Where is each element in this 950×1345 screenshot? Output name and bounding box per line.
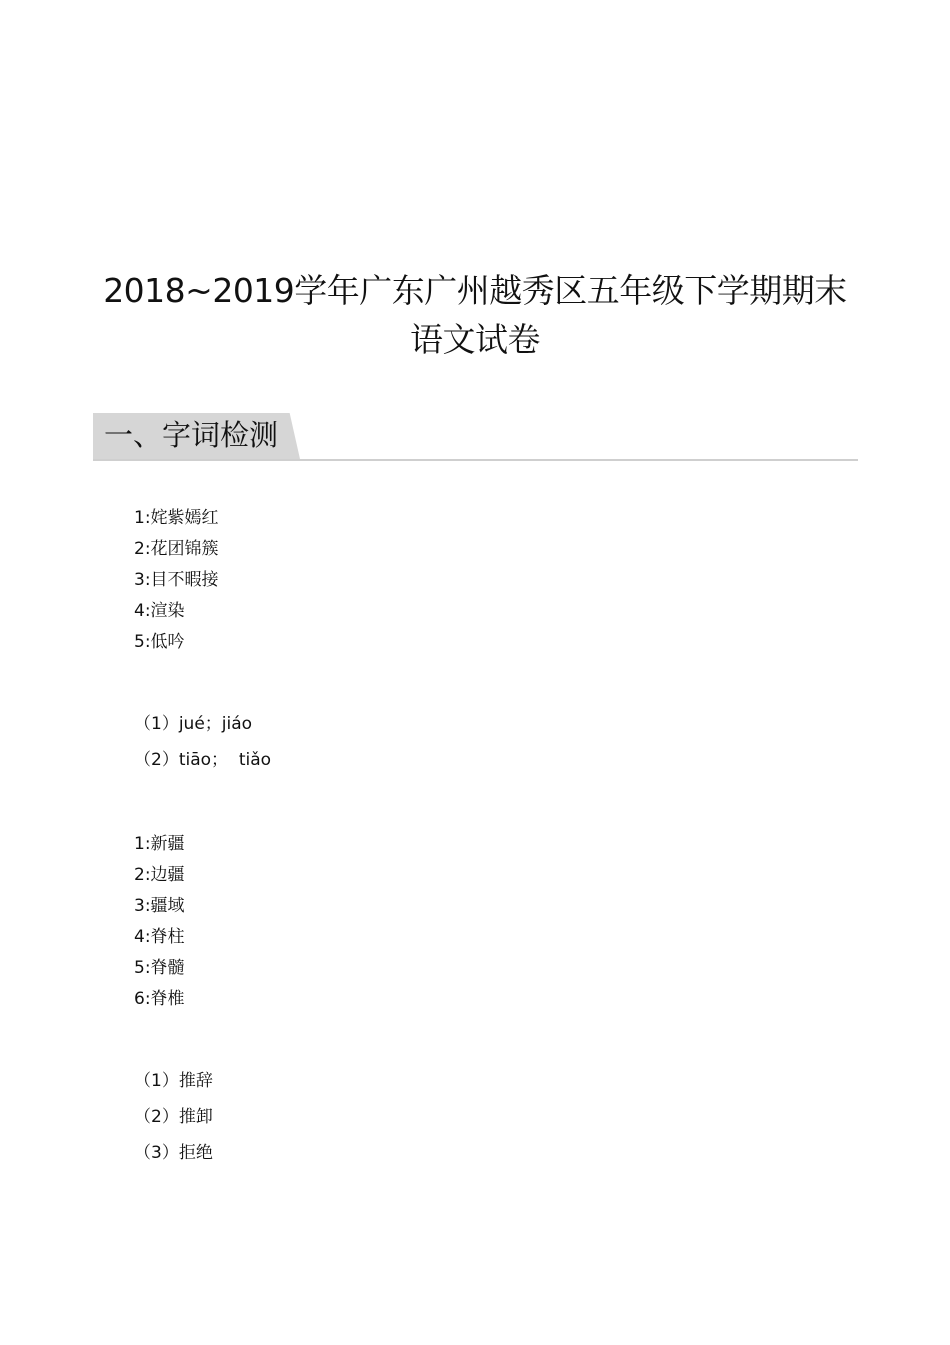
answer-list-2 [134, 706, 271, 778]
list-item: （1）jué；jiáo [134, 714, 253, 734]
list-item: 1:姹紫嫣红 [134, 508, 219, 528]
list-item: 5:低吟 [134, 632, 185, 652]
section-header [93, 413, 858, 461]
document-title [60, 266, 890, 364]
list-item: 3:疆域 [134, 896, 185, 916]
list-item: 3:目不暇接 [134, 570, 219, 590]
answer-list-4 [134, 1063, 213, 1171]
list-item: （2）推卸 [134, 1107, 213, 1127]
list-item: （2）tiāo； tiǎo [134, 750, 272, 770]
answer-list-1 [134, 503, 219, 658]
list-item: 5:脊髓 [134, 958, 185, 978]
list-item: （1）推辞 [134, 1071, 213, 1091]
list-item: 2:边疆 [134, 865, 185, 885]
list-item: 1:新疆 [134, 834, 185, 854]
title-line-1: 2018~2019学年广东广州越秀区五年级下学期期末 [103, 271, 847, 310]
section-title: 一、字词检测 [104, 418, 279, 452]
list-item: （3）拒绝 [134, 1143, 213, 1163]
list-item: 4:脊柱 [134, 927, 185, 947]
list-item: 2:花团锦簇 [134, 539, 219, 559]
answer-list-3 [134, 829, 185, 1015]
list-item: 6:脊椎 [134, 989, 185, 1009]
list-item: 4:渲染 [134, 601, 185, 621]
title-line-2: 语文试卷 [410, 320, 540, 359]
